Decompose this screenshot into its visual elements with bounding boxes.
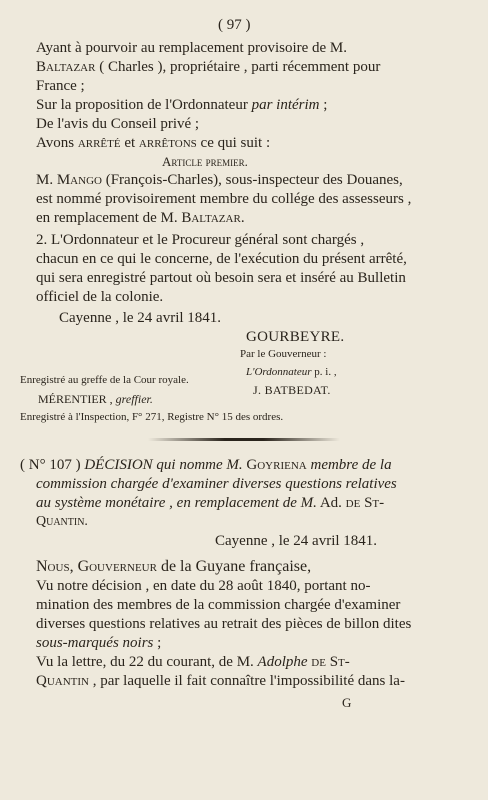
body-line: De l'avis du Conseil privé ;	[36, 116, 200, 132]
countersignature-name: J. BATBEDAT.	[253, 383, 331, 397]
signature-mark: G	[342, 695, 352, 710]
body-line: Quantin , par laquelle il fait connaître l'impossibilité dans la-	[36, 673, 405, 689]
body-line: M. Mango (François-Charles), sous-inspecteur des Douanes,	[36, 172, 403, 188]
body-line: mination des membres de la commission chargée d'examiner	[36, 597, 401, 613]
decision-heading-line: Quantin.	[36, 514, 88, 529]
body-line: Vu la lettre, du 22 du courant, de M. Adolphe de St-	[36, 654, 350, 670]
par-le-gouverneur: Par le Gouverneur :	[240, 348, 327, 360]
body-line: France ;	[36, 78, 85, 94]
body-line: qui sera enregistré partout où besoin sera et inséré au Bulletin	[36, 270, 406, 286]
ordonnateur-title: L'Ordonnateur p. i. ,	[246, 366, 337, 378]
dateline: Cayenne , le 24 avril 1841.	[215, 533, 378, 549]
page-number: ( 97 )	[218, 17, 251, 33]
body-line: 2. L'Ordonnateur et le Procureur général sont chargés ,	[36, 232, 365, 248]
decision-heading-line: commission chargée d'examiner diverses questions relatives	[36, 476, 397, 492]
body-line: officiel de la colonie.	[36, 289, 164, 305]
body-line: Vu notre décision , en date du 28 août 1840, portant no-	[36, 578, 371, 594]
body-line: chacun en ce qui le concerne, de l'exécution du présent arrêté,	[36, 251, 407, 267]
body-line: diverses questions relatives au retrait des pièces de billon dites	[36, 616, 412, 632]
body-line: en remplacement de M. Baltazar.	[36, 210, 245, 226]
body-line: est nommé provisoirement membre du collége des assesseurs ,	[36, 191, 412, 207]
body-line: Avons arrêté et arrêtons ce qui suit :	[36, 135, 271, 151]
signature-name: GOURBEYRE.	[246, 329, 345, 345]
registry-note: Enregistré au greffe de la Cour royale.	[20, 374, 189, 386]
body-line: Sur la proposition de l'Ordonnateur par intérim ;	[36, 97, 328, 113]
decision-heading-line: au système monétaire , en remplacement de M. Ad. de St-	[36, 495, 385, 511]
dateline: Cayenne , le 24 avril 1841.	[59, 310, 222, 326]
body-line: sous-marqués noirs ;	[36, 635, 162, 651]
registry-note: Enregistré à l'Inspection, F° 271, Registre N° 15 des ordres.	[20, 411, 284, 423]
preamble-line: Nous, Gouverneur de la Guyane française,	[36, 558, 312, 575]
section-divider	[148, 438, 340, 441]
body-line: Baltazar ( Charles ), propriétaire , parti récemment pour	[36, 59, 381, 75]
body-line: Ayant à pourvoir au remplacement provisoire de M.	[36, 40, 348, 56]
article-heading: Article premier.	[162, 154, 248, 169]
clerk-signature: MÉRENTIER , greffier.	[38, 392, 153, 406]
decision-heading-line: ( N° 107 ) DÉCISION qui nomme M. Goyriena membre de la	[20, 457, 392, 473]
